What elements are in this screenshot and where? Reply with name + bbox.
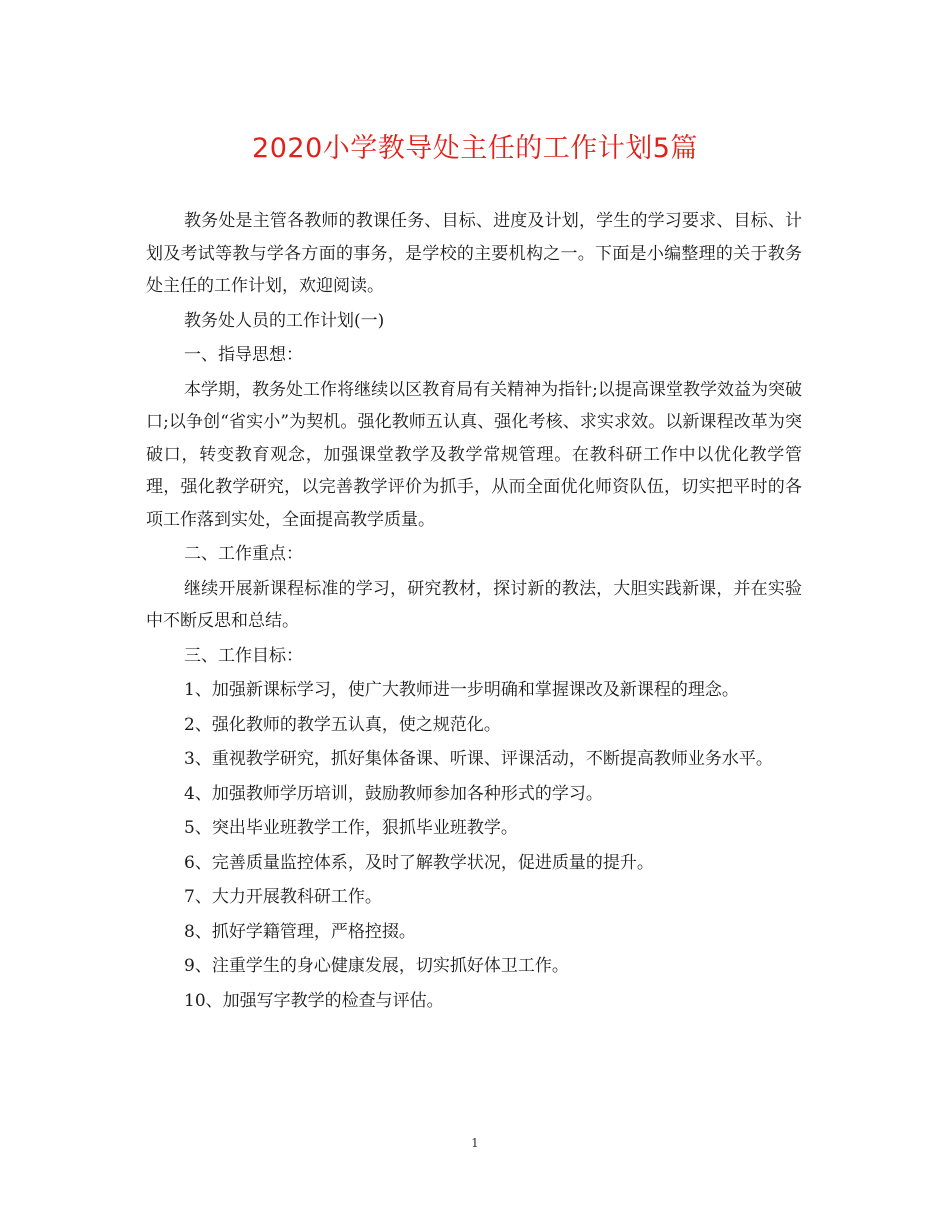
document-title: 2020小学教导处主任的工作计划5篇 bbox=[252, 133, 698, 164]
list-item: 2、强化教师的教学五认真，使之规范化。 bbox=[184, 714, 501, 735]
section-heading-guiding-thought: 一、指导思想： bbox=[184, 345, 303, 365]
document-body bbox=[146, 205, 802, 1019]
list-item: 10、加强写字教学的检查与评估。 bbox=[184, 990, 444, 1011]
section-heading-plan-one: 教务处人员的工作计划(一) bbox=[184, 310, 385, 331]
paragraph-intro: 教务处是主管各教师的教课任务、目标、进度及计划，学生的学习要求、目标、计划及考试等教与学各方面的事务，是学校的主要机构之一。下面是小编整理的关于教务处主任的工作计划，欢迎阅读。 bbox=[146, 211, 802, 296]
section-heading-work-focus: 二、工作重点： bbox=[184, 544, 303, 564]
list-item: 6、完善质量监控体系，及时了解教学状况，促进质量的提升。 bbox=[184, 852, 654, 873]
list-item: 3、重视教学研究，抓好集体备课、听课、评课活动，不断提高教师业务水平。 bbox=[184, 749, 773, 769]
list-item: 8、抓好学籍管理，严格控掇。 bbox=[184, 921, 416, 942]
paragraph-work-focus: 继续开展新课程标准的学习，研究教材，探讨新的教法，大胆实践新课，并在实验中不断反思和总结。 bbox=[146, 578, 802, 631]
list-item: 1、加强新课标学习，使广大教师进一步明确和掌握课改及新课程的理念。 bbox=[184, 680, 739, 700]
section-heading-work-goals: 三、工作目标： bbox=[184, 645, 303, 666]
list-item: 4、加强教师学历培训，鼓励教师参加各种形式的学习。 bbox=[184, 783, 603, 804]
paragraph-guiding-thought: 本学期，教务处工作将继续以区教育局有关精神为指针;以提高课堂教学效益为突破口;以争创“省实小”为契机。强化教师五认真、强化考核、求实求效。以新课程改革为突破口，转变教育观念，加强课堂教学及教学常规管理。在教科研工作中以优化教学管理，强化教学研究，以完善教学评价为抓手，从而全面优化师资队伍，切实把平时的各项工作落到实处，全面提高教学质量。 bbox=[146, 379, 802, 530]
page-number: 1 bbox=[471, 1136, 479, 1150]
list-item: 9、注重学生的身心健康发展，切实抓好体卫工作。 bbox=[184, 956, 569, 976]
list-item: 5、突出毕业班教学工作，狠抓毕业班教学。 bbox=[184, 818, 518, 838]
list-item: 7、大力开展教科研工作。 bbox=[184, 887, 382, 907]
